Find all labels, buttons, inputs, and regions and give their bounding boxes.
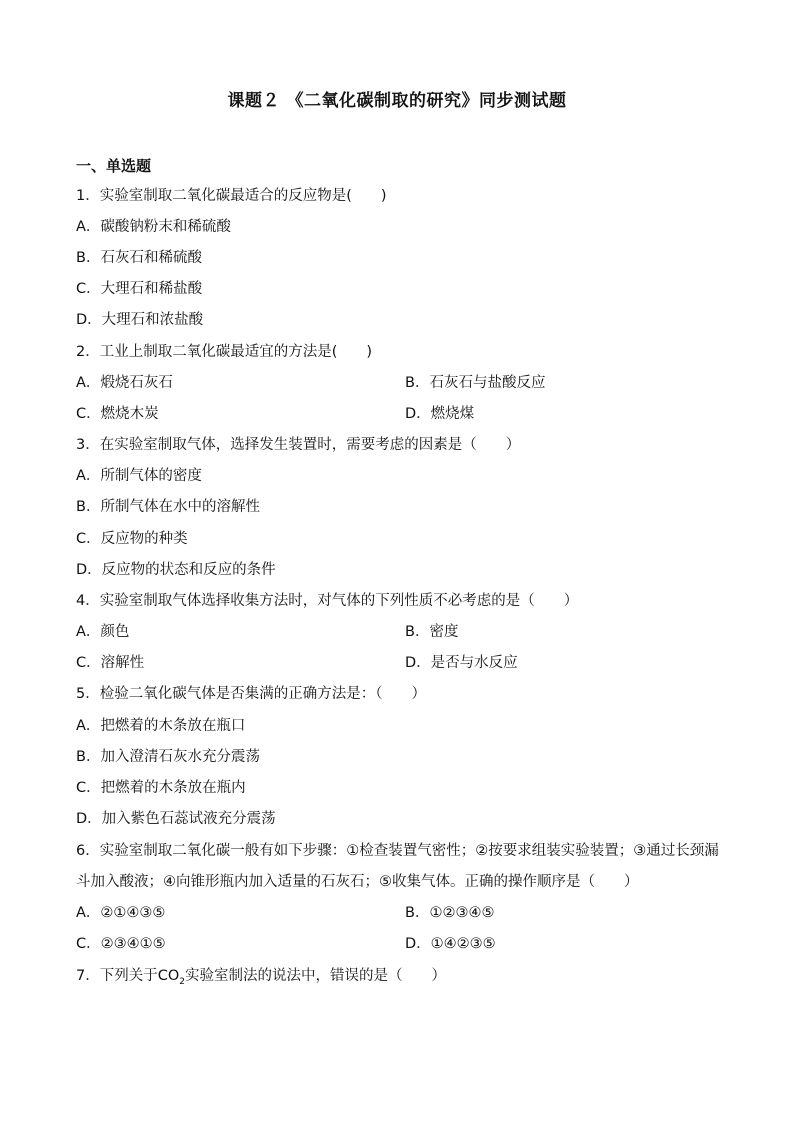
q5-option-b: B．加入澄清石灰水充分震荡 xyxy=(76,749,260,765)
q2-option-d: D．燃烧煤 xyxy=(405,406,475,422)
q6-option-b: B．①②③④⑤ xyxy=(405,905,495,921)
q2-option-a: A．煅烧石灰石 xyxy=(76,375,173,391)
q3-stem: 3．在实验室制取气体，选择发生装置时，需要考虑的因素是（ ） xyxy=(76,437,521,453)
q1-option-b: B．石灰石和稀硫酸 xyxy=(76,250,202,266)
q1-option-c: C．大理石和稀盐酸 xyxy=(76,281,203,297)
q2-stem: 2．工业上制取二氧化碳最适宜的方法是( ) xyxy=(76,344,373,360)
q1-option-a: A．碳酸钠粉末和稀硫酸 xyxy=(76,219,231,235)
q4-option-b: B．密度 xyxy=(405,624,459,640)
q7-stem-subscript: 2 xyxy=(179,976,185,987)
q7-stem-pre: 7．下列关于CO xyxy=(76,968,180,984)
q6-option-c: C．②③④①⑤ xyxy=(76,936,166,952)
q3-option-b: B．所制气体在水中的溶解性 xyxy=(76,499,260,515)
q2-option-b: B．石灰石与盐酸反应 xyxy=(405,375,546,391)
q4-option-d: D．是否与水反应 xyxy=(405,655,518,671)
q7-stem xyxy=(76,966,446,992)
q1-stem: 1．实验室制取二氧化碳最适合的反应物是( ) xyxy=(76,188,387,204)
q5-option-c: C．把燃着的木条放在瓶内 xyxy=(76,780,246,796)
q5-option-a: A．把燃着的木条放在瓶口 xyxy=(76,718,246,734)
q4-option-c: C．溶解性 xyxy=(76,655,145,671)
q5-stem: 5．检验二氧化碳气体是否集满的正确方法是：（ ） xyxy=(76,686,426,702)
q6-option-a: A．②①④③⑤ xyxy=(76,905,166,921)
q7-stem-post: 实验室制法的说法中，错误的是（ ） xyxy=(185,968,446,984)
q6-stem: 6．实验室制取二氧化碳一般有如下步骤：①检查装置气密性；②按要求组装实验装置；③通过长颈漏斗加入酸液；④向锥形瓶内加入适量的石灰石；⑤收集气体。正确的操作顺序是（ ） xyxy=(76,843,719,890)
q2-option-c: C．燃烧木炭 xyxy=(76,406,159,422)
q5-option-d: D．加入紫色石蕊试液充分震荡 xyxy=(76,811,276,827)
q4-option-a: A．颜色 xyxy=(76,624,130,640)
q1-option-d: D．大理石和浓盐酸 xyxy=(76,312,204,328)
q3-option-d: D．反应物的状态和反应的条件 xyxy=(76,562,276,578)
section-heading: 一、单选题 xyxy=(76,157,152,175)
q3-option-c: C．反应物的种类 xyxy=(76,531,188,547)
q4-stem: 4．实验室制取气体选择收集方法时，对气体的下列性质不必考虑的是（ ） xyxy=(76,593,579,609)
q6-option-d: D．①④②③⑤ xyxy=(405,936,496,952)
page-title: 课题２ 《二氧化碳制取的研究》同步测试题 xyxy=(227,91,567,111)
q3-option-a: A．所制气体的密度 xyxy=(76,468,202,484)
